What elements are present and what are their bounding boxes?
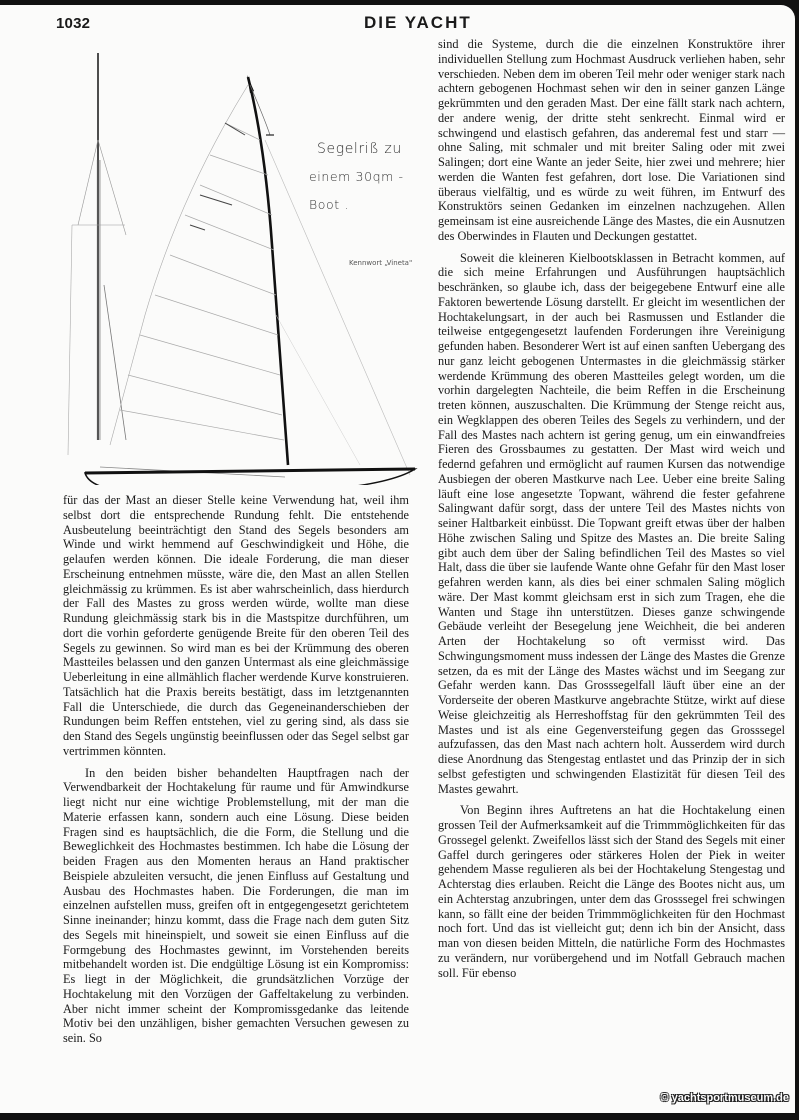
- left-column: [63, 493, 409, 1046]
- paragraph: für das der Mast an dieser Stelle keine Verwendung hat, weil ihm selbst dort die entsprechende Rundung fehlt. Die entstehende Ausbeutelung beeinträchtigt den Stand des Segels besonders am Winde und wirkt hemmend auf Geschwindigkeit und Höhe, die gelaufen werden können. Die ideale Forderung, die man dieser Erscheinung entnehmen müsste, wäre die, den Mast an allen Stellen gleichmässig zu krümmen. Es ist aber wahrscheinlich, dass hierdurch der Fall des Mastes zu gross werden würde, wollte man diese Rundung gleichmässig stark bis in die Mastspitze durchführen, um dort die vorhin geforderte genügende Breite für den oberen Teil des Segels zu gewinnen. So wird man es bei der Krümmung des oberen Mastteiles belassen und den ganzen Untermast als eine gleichmässige Ueberleitung in eine allmählich flacher werdende Kurve konstruieren. Tatsächlich hat die Praxis bereits bestätigt, dass im letztgenannten Fall die Unterschiede, die durch das Gegeneinanderschieben der Rundungen beim Reffen entstehen, viel zu gering sind, als dass sie den Stand des Segels ungünstig beeinflussen oder das Segel selbst gar vertrimmen könnten.: [63, 493, 409, 758]
- magazine-page: [0, 5, 795, 1113]
- paragraph: In den beiden bisher behandelten Hauptfragen nach der Verwendbarkeit der Hochtakelung für raume und für Amwindkurse liegt nicht nur eine wichtige Problemstellung, mit der man die Materie erfassen kann, sondern auch eine Lösung. Diese beiden Fragen sind es hauptsächlich, die die Form, die Stellung und die Beweglichkeit des Hochmastes bestimmen. Ich habe die Lösung der beiden Fragen aus den Momenten heraus an Hand praktischer Beispiele abzuleiten versucht, die jenen Einfluss auf Gestaltung und Ausbau des Hochmastes haben. Die Forderungen, die man im einzelnen aufstellen muss, greifen oft in entgegengesetzt gerichtetem Sinne ineinander; hinzu kommt, dass die Frage nach dem guten Sitz des Segels mit hineinspielt, und soweit sie einen Einfluss auf die Formgebung des Hochmastes gewinnt, im Vorstehenden bereits mitbehandelt worden ist. Die endgültige Lösung ist ein Kompromiss: Es liegt in der Möglichkeit, die grundsätzlichen Vorzüge der Hochtakelung mit den Vorzügen der Gaffeltakelung zu verbinden. Aber nicht immer scheint der Kompromissgedanke das leitende Motiv bei den unzähligen, bisher gemachten Versuchen gewesen zu sein. So: [63, 765, 409, 1045]
- right-column: [438, 37, 785, 980]
- drawing-kennwort: Kennwort „Vineta": [349, 259, 413, 267]
- drawing-caption-line2: einem 30qm - Boot .: [309, 169, 404, 212]
- paragraph: Von Beginn ihres Auftretens an hat die Hochtakelung einen grossen Teil der Aufmerksamkeit auf die Trimmmöglichkeiten für das Grossegel gelenkt. Zweifellos lässt sich der Stand des Segels mit einer Gaffel durch geringeres oder stärkeres Holen der Piek in weiter gehendem Masse regulieren als bei der Hochtakelung Stengestag und Achterstag dies erlauben. Reicht die Länge des Bootes nicht aus, um ein Achterstag anzubringen, unter dem das Grosssegel frei schwingen kann, so fällt eine der beiden Trimmmöglichkeiten für den Hochmast noch fort. Und das ist vielleicht gut; denn ich bin der Ansicht, dass man von diesen beiden Mitteln, die natürliche Form des Hochmastes zu verändern, nur vorübergehend und im Notfall Gebrauch machen soll. Für ebenso: [438, 803, 785, 980]
- copyright-watermark: © yachtsportmuseum.de: [660, 1092, 789, 1104]
- page-number: 1032: [56, 15, 91, 32]
- drawing-caption-line1: Segelriß zu: [317, 141, 402, 157]
- paragraph: sind die Systeme, durch die die einzelnen Konstruktöre ihrer individuellen Stellung zum Hochmast Ausdruck verliehen haben, sehr verschieden. Neben dem im oberen Teil mehr oder weniger stark nach achtern gebogenen Hochmast sehen wir den in seiner ganzen Länge gekrümmten und den geraden Mast. Der eine fällt stark nach achtern, der andere wenig, der dritte steht senkrecht. Einmal wird er schwingend und elastisch gefahren, das anderemal fest und starr — ohne Saling, mit schmaler und mit breiter Saling oder mit zwei Salingen; dort eine Wante an jeder Seite, hier zwei und mehrere; hier werden die Wanten fest gefahren, dort lose. Die Variationen sind überaus vielfältig, und es würde zu weit führen, im Entwurf des Konstruktörs seinen Gedanken im einzelnen nachzugehen. Allen gemeinsam ist eine ausreichende Länge des Mastes, die ein Ausnutzen des Oberwindes in Flauten und Deckungen gestattet.: [438, 37, 785, 243]
- paragraph: Soweit die kleineren Kielbootsklassen in Betracht kommen, auf die sich meine Erfahrungen und Ausführungen hauptsächlich beschränken, so glaube ich, dass der beigegebene Entwurf eine alle Faktoren bewertende Lösung darstellt. Er gleicht im wesentlichen der Hochtakelungsart, in der auch bei Rasmussen und Estlander die teilweise entgegengesetzt laufenden Forderungen ihre Vereinigung gefunden haben. Besonderer Wert ist auf einen sanften Uebergang des nur ganz leicht gebogenen Untermastes in die gleichmässig stärker werdende Krümmung des oberen Mastteiles gelegt worden, um die vorhin dargelegten Nachteile, die beim Reffen in die Erscheinung treten können, auszuschalten. Die Krümmung der Stenge reicht aus, ein Wegklappen des oberen Teiles des Segels zu verhindern, und der Fall des Mastes nach achtern ist gering genug, um ein einwandfreies Fieren des Grossbaumes zu gestatten. Der Mast wird weich und federnd gefahren und ermöglicht auf raumen Kursen das notwendige Ausbiegen der oberen Mastkurve nach Lee. Ueber eine breite Saling läuft eine lose angesetzte Topwant, während die fester gefahrene Salingwant dafür sorgt, dass der untere Teil des Mastes nichts von seiner Haltbarkeit einbüsst. Die Topwant greift etwas über der halben Höhe zwischen Saling und Spitze des Mastes an. Die breite Saling gibt auch dem über der Saling befindlichen Teil des Mastes so viel Halt, dass die über sie laufende Wante ohne Gefahr für den Mast loser gefahren werden kann, als dies bei einer schmalen Saling möglich wäre. Der Mast kommt gleichsam erst in sich zum Tragen, ehe die Wanten und Stage ihn unterstützen. Dieses ganze schwingende Gebäude verleiht der Besegelung jene Weichheit, die bei anderen Arten der Hochtakelung so oft vermisst wird. Das Schwingungsmoment muss indessen der Länge des Mastes die Grenze setzen, da es mit der Länge des Mastes wächst und im Seegang zur Gefahr werden kann. Das Grosssegelfall läuft über eine an der Vorderseite der oberen Mastkurve angebrachte Stütze, wirkt auf diese Weise gleichzeitig als Herreshoffstag für den gekrümmten Teil des Mastes und ist als eine Gegenversteifung gegen das Grosssegel aufzufassen, das den Mast nach achtern holt. Ausserdem wird durch diese Anordnung das Stengestag entlastet und das Prinzip der in sich selbst gefestigten und schwingenden Elastizität für diesen Teil des Mastes gewahrt.: [438, 250, 785, 796]
- running-head: DIE YACHT: [364, 13, 472, 32]
- drawing-caption: [309, 135, 437, 219]
